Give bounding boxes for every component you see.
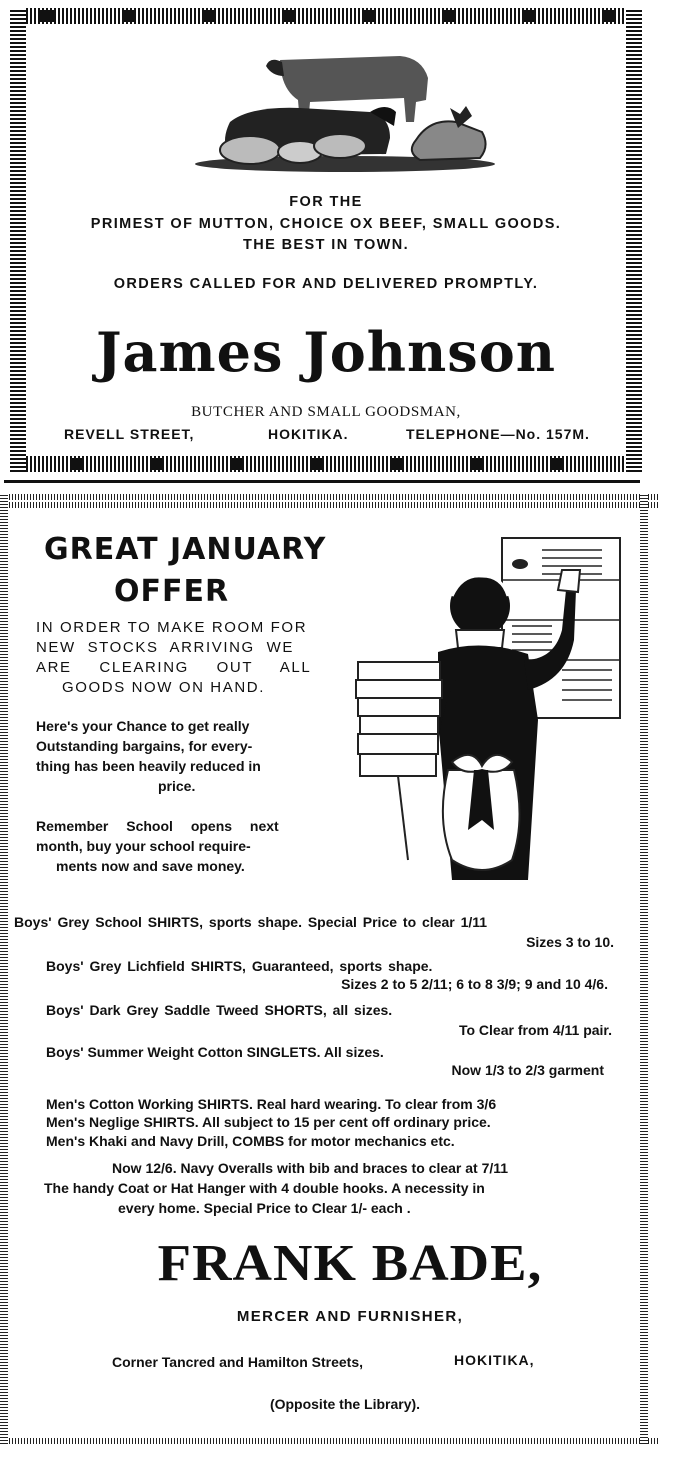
bottom-border bbox=[10, 456, 642, 472]
intro-line-1: IN ORDER TO MAKE ROOM FOR bbox=[36, 619, 308, 636]
school-line-3: ments now and save money. bbox=[56, 858, 245, 874]
mercer-town: HOKITIKA, bbox=[454, 1352, 535, 1368]
ad1-town: HOKITIKA. bbox=[268, 426, 349, 442]
ad-divider bbox=[4, 480, 640, 483]
ad1-line-for-the: FOR THE bbox=[289, 194, 363, 210]
item-2-line-a: Boys' Grey Lichfield SHIRTS, Guaranteed, sports shape. bbox=[46, 958, 433, 974]
livestock-illustration bbox=[190, 42, 500, 174]
ad2-left-border bbox=[0, 494, 8, 1444]
intro-line-4: GOODS NOW ON HAND. bbox=[62, 679, 265, 696]
men-line-5: The handy Coat or Hat Hanger with 4 double hooks. A necessity in bbox=[44, 1180, 485, 1196]
mercer-advertisement bbox=[0, 490, 700, 1460]
men-line-4: Now 12/6. Navy Overalls with bib and braces to clear at 7/11 bbox=[112, 1160, 509, 1176]
chance-line-1: Here's your Chance to get really bbox=[36, 718, 250, 734]
ad2-bottom-border bbox=[0, 1438, 660, 1444]
chance-line-4: price. bbox=[158, 778, 196, 794]
ad2-top-border bbox=[0, 494, 660, 500]
chance-line-2: Outstanding bargains, for every- bbox=[36, 738, 253, 754]
men-line-3: Men's Khaki and Navy Drill, COMBS for motor mechanics etc. bbox=[46, 1133, 455, 1149]
item-1-line-a: Boys' Grey School SHIRTS, sports shape. Special Price to clear 1/11 bbox=[14, 914, 488, 930]
men-line-1: Men's Cotton Working SHIRTS. Real hard wearing. To clear from 3/6 bbox=[46, 1096, 497, 1112]
item-4-line-a: Boys' Summer Weight Cotton SINGLETS. All sizes. bbox=[46, 1044, 384, 1060]
mercer-address: Corner Tancred and Hamilton Streets, bbox=[112, 1354, 364, 1370]
ad1-line-orders: ORDERS CALLED FOR AND DELIVERED PROMPTLY. bbox=[113, 276, 539, 292]
offer-headline-1: GREAT JANUARY bbox=[44, 532, 327, 567]
item-3-line-b: To Clear from 4/11 pair. bbox=[458, 1022, 612, 1038]
item-4-line-b: Now 1/3 to 2/3 garment bbox=[451, 1062, 604, 1078]
item-3-line-a: Boys' Dark Grey Saddle Tweed SHORTS, all sizes. bbox=[46, 1002, 393, 1018]
item-2-line-b: Sizes 2 to 5 2/11; 6 to 8 3/9; 9 and 10 4/6. bbox=[341, 976, 608, 992]
ad1-street: REVELL STREET, bbox=[64, 426, 195, 442]
school-line-2: month, buy your school require- bbox=[36, 838, 251, 854]
ad1-business-name: James Johnson bbox=[95, 320, 556, 384]
mercer-business-name: FRANK BADE, bbox=[157, 1235, 543, 1292]
shop-assistant-illustration bbox=[352, 530, 634, 892]
mercer-opposite: (Opposite the Library). bbox=[269, 1396, 421, 1412]
chance-line-3: thing has been heavily reduced in bbox=[36, 758, 261, 774]
men-line-6: every home. Special Price to Clear 1/- each . bbox=[118, 1200, 411, 1216]
offer-headline-2: OFFER bbox=[114, 574, 230, 609]
mercer-trade: MERCER AND FURNISHER, bbox=[236, 1308, 464, 1325]
intro-line-2: NEW STOCKS ARRIVING WE bbox=[36, 639, 294, 656]
ad2-right-border bbox=[640, 494, 648, 1444]
intro-line-3: ARE CLEARING OUT ALL bbox=[36, 659, 312, 676]
men-line-2: Men's Neglige SHIRTS. All subject to 15 per cent off ordinary price. bbox=[46, 1114, 491, 1130]
ad1-telephone: TELEPHONE—No. 157M. bbox=[406, 426, 590, 442]
ad1-line-best-in-town: THE BEST IN TOWN. bbox=[242, 237, 410, 253]
ad1-trade: BUTCHER AND SMALL GOODSMAN, bbox=[191, 404, 461, 420]
top-border bbox=[10, 8, 642, 24]
school-line-1: Remember School opens next bbox=[36, 818, 279, 834]
ad1-line-primest: PRIMEST OF MUTTON, CHOICE OX BEEF, SMALL GOODS. bbox=[90, 216, 562, 232]
butcher-advertisement bbox=[10, 8, 642, 474]
item-1-line-b: Sizes 3 to 10. bbox=[526, 934, 614, 950]
